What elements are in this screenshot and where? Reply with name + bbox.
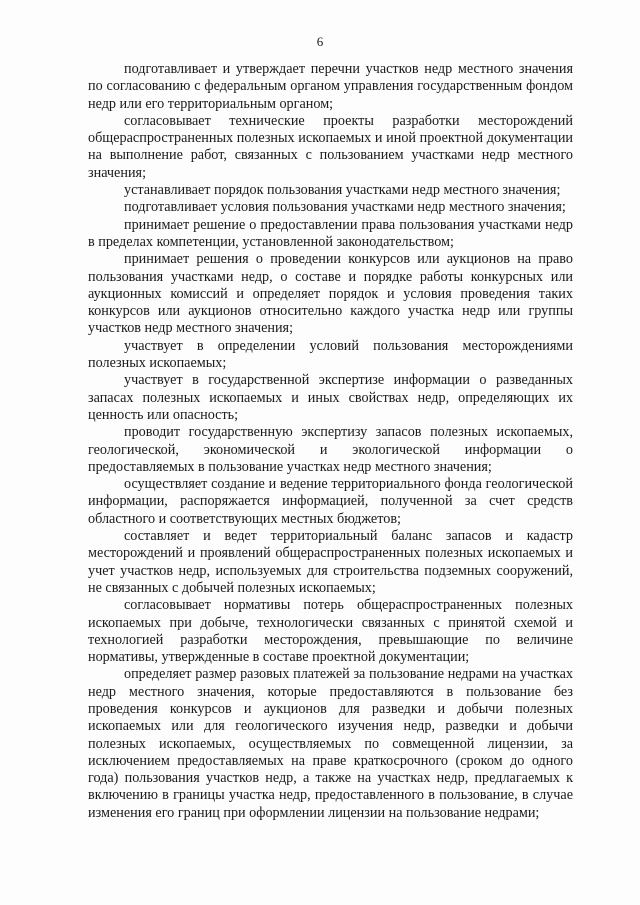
paragraph: осуществляет создание и ведение территориального фонда геологической информации, распоряжается информацией, полученной за счет средств областного и соответствующих местных бюджетов; — [88, 476, 573, 527]
paragraph: подготавливает условия пользования участками недр местного значения; — [124, 199, 566, 216]
page-number: 6 — [316, 34, 324, 49]
paragraph: согласовывает технические проекты разработки месторождений общераспространенных полезных ископаемых и иной проектной документации на выполнение работ, связанных с пользованием участками недр местного значения; — [88, 112, 573, 181]
paragraph: устанавливает порядок пользования участками недр местного значения; — [124, 182, 561, 199]
paragraph: принимает решения о проведении конкурсов или аукционов на право пользования участками недр, о составе и порядке работы конкурсных или аукционных комиссий и определяет порядок и условия проведения таких конкурсов или аукционов относительно каждого участка недр или группы участков недр местного значения; — [88, 251, 573, 337]
paragraph: участвует в определении условий пользования месторождениями полезных ископаемых; — [88, 337, 573, 372]
paragraph: составляет и ведет территориальный баланс запасов и кадастр месторождений и проявлений общераспространенных полезных ископаемых и учет участков недр, используемых для строительства подземных сооружений, не связанных с добычей полезных ископаемых; — [88, 528, 573, 596]
paragraph: определяет размер разовых платежей за пользование недрами на участках недр местного значения, которые предоставляются в пользование без проведения конкурсов и аукционов для разведки и добычи полезных ископаемых или для геологического изучения недр, разведки и добычи полезных ископаемых, осуществляемых по совмещенной лицензии, за исключением предоставляемых на праве краткосрочного (сроком до одного года) пользования участков недр, а также на участках недр, предлагаемых к включению в границы участка недр, предоставленного в пользование, в случае изменения его границ при оформлении лицензии на пользование недрами; — [88, 666, 573, 821]
paragraph: принимает решение о предоставлении права пользования участками недр в пределах компетенции, установленной законодательством; — [88, 216, 573, 250]
paragraph: согласовывает нормативы потерь общераспространенных полезных ископаемых при добыче, технологически связанных с принятой схемой и технологией разработки месторождения, превышающие по величине нормативы, утвержденные в составе проектной документации; — [88, 597, 573, 666]
paragraph: проводит государственную экспертизу запасов полезных ископаемых, геологической, экономической и экологической информации о предоставляемых в пользование участках недр местного значения; — [88, 424, 573, 475]
paragraph: подготавливает и утверждает перечни участков недр местного значения по согласованию с федеральным органом управления государственным фондом недр или его территориальным органом; — [88, 61, 573, 112]
document-body — [88, 61, 573, 822]
paragraph: участвует в государственной экспертизе информации о разведанных запасах полезных ископаемых и иных свойствах недр, определяющих их ценность или опасность; — [88, 372, 573, 423]
